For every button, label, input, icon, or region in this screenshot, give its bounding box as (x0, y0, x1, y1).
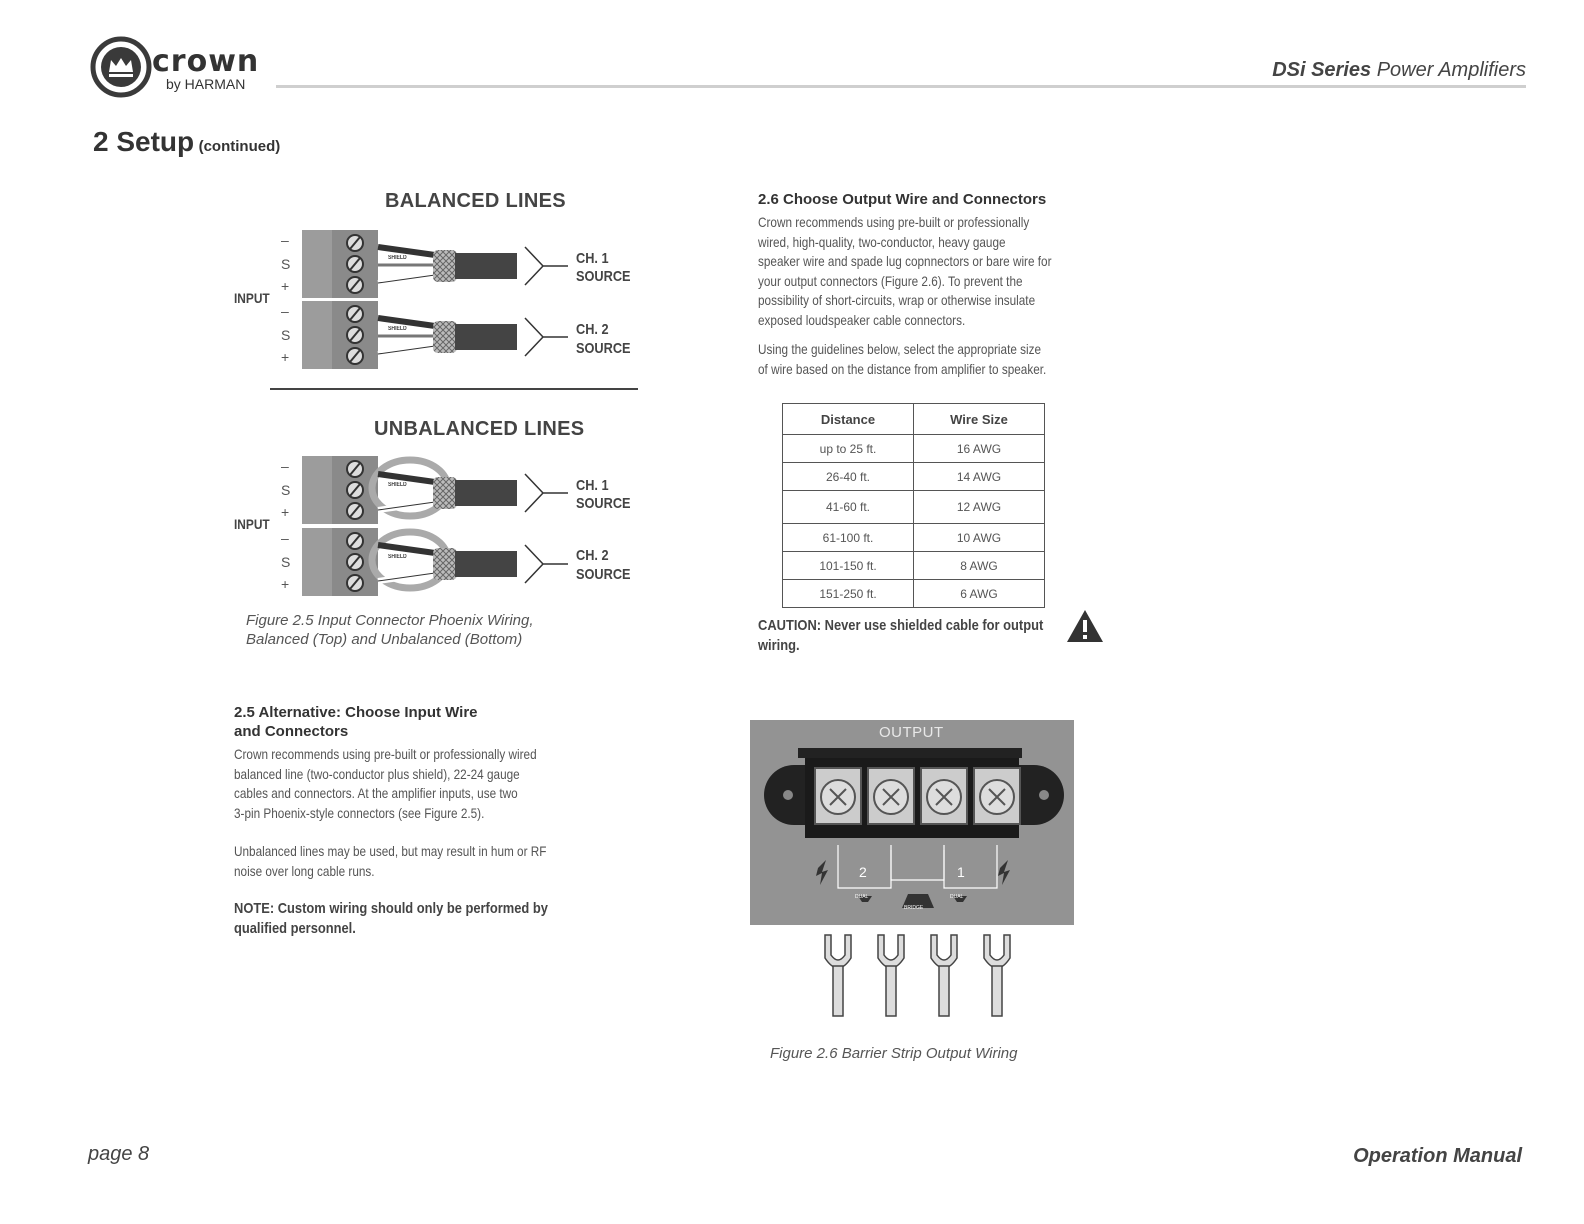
s26-p1-l5: possibility of short-circuits, wrap or otherwise insulate (758, 292, 1036, 308)
bal-shield-2: SHIELD (388, 326, 407, 332)
warning-icon (1065, 608, 1105, 644)
unbal-shield-1: SHIELD (388, 482, 407, 488)
caution-l2: wiring. (758, 637, 800, 654)
section-2-6-para2 (758, 340, 1094, 379)
s25-p1-l2: balanced line (two-conductor plus shield), 22-24 gauge (234, 765, 520, 782)
bal-input-label: INPUT (234, 290, 270, 306)
s26-p2-l1: Using the guidelines below, select the appropriate size (758, 341, 1042, 357)
s25-heading-line1: 2.5 Alternative: Choose Input Wire (234, 704, 478, 721)
fig25-caption-line1: Figure 2.5 Input Connector Phoenix Wiring, (246, 612, 534, 629)
table-cell: 26-40 ft. (783, 463, 914, 491)
table-row (783, 552, 1045, 580)
s25-note-l1: NOTE: Custom wiring should only be performed by (234, 900, 548, 917)
table-cell: 16 AWG (914, 435, 1045, 463)
section-heading (93, 126, 280, 158)
bal-ch2-label: CH. 2 (576, 321, 609, 338)
table-cell: 41-60 ft. (783, 491, 914, 524)
s26-p1-l2: wired, high-quality, two-conductor, heavy gauge (758, 233, 1006, 250)
s25-p1-l1: Crown recommends using pre-built or professionally wired (234, 746, 537, 762)
unbal-shield-2: SHIELD (388, 554, 407, 560)
fig25-caption-line2: Balanced (Top) and Unbalanced (Bottom) (246, 631, 523, 648)
table-cell: 10 AWG (914, 524, 1045, 552)
s25-note-l2: qualified personnel. (234, 920, 356, 937)
series-bold: DSi Series (1272, 59, 1372, 81)
brand-sub: by HARMAN (166, 76, 246, 92)
unbal-pin-6: + (281, 576, 290, 592)
bridge-label: BRIDGE (904, 905, 924, 911)
balanced-lines-title: BALANCED LINES (385, 190, 566, 212)
footer-manual: Operation Manual (1353, 1145, 1522, 1167)
caution-text (758, 616, 1102, 656)
s25-p1-l4: 3-pin Phoenix-style connectors (see Figure 2.5). (234, 804, 485, 821)
section-continued: (continued) (198, 138, 281, 155)
unbal-pin-2: S (281, 482, 291, 498)
output-barrier-strip-diagram (750, 720, 1074, 1030)
dual-label-right: DUAL (950, 894, 964, 900)
s25-heading-line2: and Connectors (234, 723, 349, 740)
section-2-5-note (234, 899, 595, 939)
unbal-ch2-source: SOURCE (576, 566, 631, 583)
section-2-5-para2 (234, 842, 587, 881)
table-cell: 12 AWG (914, 491, 1045, 524)
s26-p1-l1: Crown recommends using pre-built or professionally (758, 214, 1030, 230)
unbal-ch1-label: CH. 1 (576, 477, 609, 494)
bal-ch1-source: SOURCE (576, 268, 631, 285)
s26-p1-l4: your output connectors (Figure 2.6). To prevent the (758, 272, 1023, 289)
dual-label-left: DUAL (855, 894, 869, 900)
section-2-6-para1 (758, 213, 1094, 330)
s25-p2-l1: Unbalanced lines may be used, but may result in hum or RF (234, 843, 547, 859)
bal-pin-2: S (281, 256, 291, 272)
table-row (783, 463, 1045, 491)
crown-logo-icon (90, 36, 152, 98)
bal-pin-6: + (281, 349, 290, 365)
table-header-row (783, 404, 1045, 435)
table-row (783, 491, 1045, 524)
bal-pin-1: – (281, 232, 289, 248)
bal-ch1-label: CH. 1 (576, 250, 609, 267)
unbal-pin-1: – (281, 458, 289, 474)
section-2-5-para1 (234, 745, 587, 823)
s26-p1-l6: exposed loudspeaker cable connectors. (758, 311, 966, 328)
bal-ch2-source: SOURCE (576, 340, 631, 357)
unbal-ch2-label: CH. 2 (576, 547, 609, 564)
figure-2-6-caption: Figure 2.6 Barrier Strip Output Wiring (770, 1045, 1018, 1062)
s25-p2-l2: noise over long cable runs. (234, 862, 375, 879)
unbal-pin-4: – (281, 530, 289, 546)
table-cell: up to 25 ft. (783, 435, 914, 463)
table-header-distance: Distance (783, 404, 914, 435)
header-rule (276, 85, 1526, 88)
table-row (783, 435, 1045, 463)
series-rest: Power Amplifiers (1376, 59, 1526, 81)
figure-2-5-caption (246, 611, 534, 649)
section-2-5-heading (234, 703, 478, 741)
bal-shield-1: SHIELD (388, 255, 407, 261)
bal-pin-3: + (281, 278, 290, 294)
table-cell: 8 AWG (914, 552, 1045, 580)
caution-l1: CAUTION: Never use shielded cable for output (758, 617, 1044, 634)
section-title: 2 Setup (93, 126, 195, 157)
output-panel-label: OUTPUT (879, 724, 944, 741)
bal-pin-4: – (281, 303, 289, 319)
s26-p2-l2: of wire based on the distance from amplifier to speaker. (758, 360, 1047, 377)
page-number: page 8 (88, 1143, 150, 1165)
header-series (1272, 59, 1526, 82)
unbalanced-lines-title: UNBALANCED LINES (374, 418, 585, 440)
unbal-pin-5: S (281, 554, 291, 570)
table-row (783, 524, 1045, 552)
s25-p1-l3: cables and connectors. At the amplifier inputs, use two (234, 785, 518, 801)
unbal-ch1-source: SOURCE (576, 495, 631, 512)
wire-size-table (782, 403, 1045, 608)
table-cell: 6 AWG (914, 580, 1045, 608)
table-cell: 61-100 ft. (783, 524, 914, 552)
section-2-6-heading: 2.6 Choose Output Wire and Connectors (758, 191, 1047, 208)
ch1-number: 1 (957, 864, 965, 880)
table-cell: 14 AWG (914, 463, 1045, 491)
unbal-pin-3: + (281, 504, 290, 520)
table-cell: 101-150 ft. (783, 552, 914, 580)
ch2-number: 2 (859, 864, 867, 880)
table-row (783, 580, 1045, 608)
s26-p1-l3: speaker wire and spade lug copnnectors or bare wire for (758, 253, 1052, 269)
unbal-input-label: INPUT (234, 516, 270, 532)
table-header-wire-size: Wire Size (914, 404, 1045, 435)
table-cell: 151-250 ft. (783, 580, 914, 608)
crown-logo (90, 36, 152, 103)
bal-pin-5: S (281, 327, 291, 343)
brand-name: crown (152, 44, 260, 79)
